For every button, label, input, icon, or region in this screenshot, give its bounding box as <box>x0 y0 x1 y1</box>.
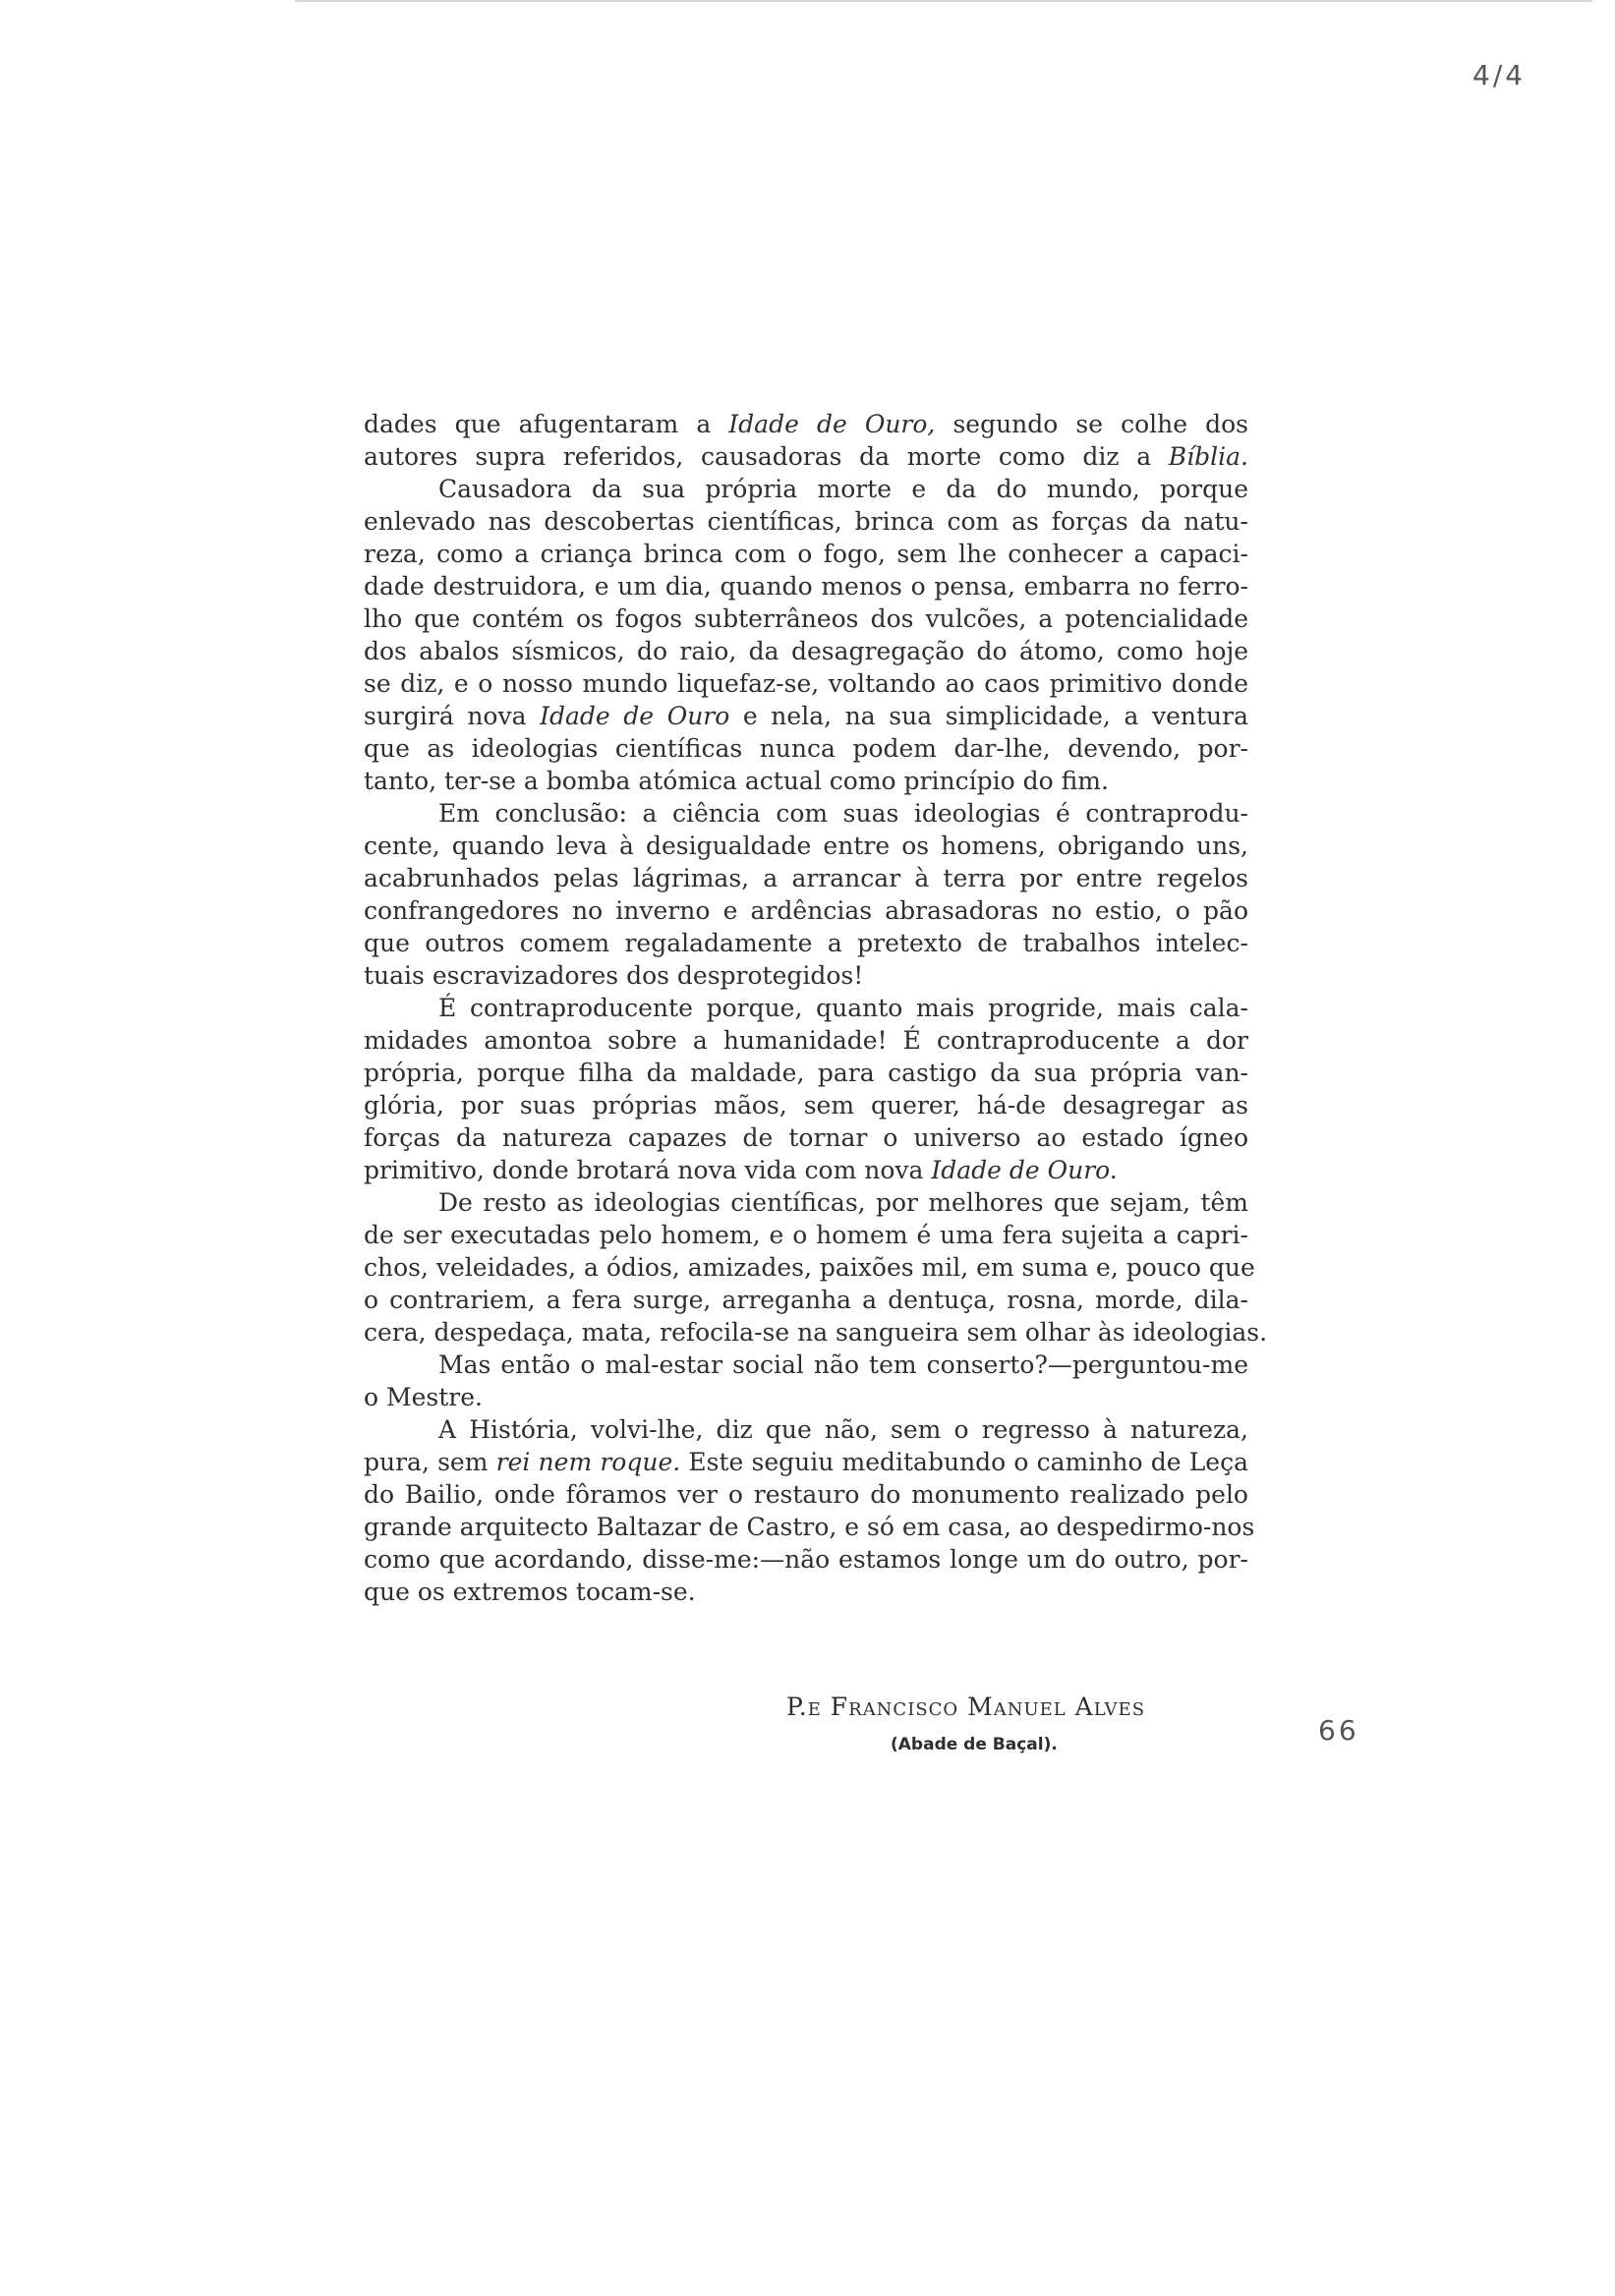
text-run: Este seguiu meditabundo o caminho de Leça <box>680 1448 1248 1476</box>
text-line <box>364 1154 1248 1186</box>
text-line: como que acordando, disse-me:—não estamos longe um do outro, por- <box>364 1545 1248 1574</box>
text-line: Em conclusão: a ciência com suas ideologias é contraprodu- <box>438 799 1248 828</box>
text-line: Mas então o mal-estar social não tem conserto?—perguntou-me <box>438 1350 1248 1379</box>
italic-title: Idade de Ouro. <box>931 1156 1118 1184</box>
text-line: É contraproducente porque, quanto mais progride, mais cala- <box>438 994 1248 1022</box>
text-run: pura, sem <box>364 1448 496 1476</box>
text-line: cente, quando leva à desigualdade entre os homens, obrigando uns, <box>364 832 1248 860</box>
text-run: e nela, na sua simplicidade, a ventura <box>729 702 1248 730</box>
italic-phrase: rei nem roque. <box>495 1448 681 1476</box>
text-line: que as ideologias científicas nunca podem dar-lhe, devendo, por- <box>364 734 1248 763</box>
author-signature <box>786 1693 1199 1754</box>
text-run: segundo se colhe dos <box>935 410 1248 438</box>
text-line: acabrunhados pelas lágrimas, a arrancar à terra por entre regelos <box>364 864 1248 892</box>
text-line: enlevado nas descobertas científicas, brinca com as forças da natu- <box>364 507 1248 536</box>
article-body <box>364 408 1268 1608</box>
text-line: lho que contém os fogos subterrâneos dos vulcões, a potencialidade <box>364 604 1248 633</box>
text-line: do Bailio, onde fôramos ver o restauro do monumento realizado pelo <box>364 1480 1248 1509</box>
top-edge-rule <box>295 0 1592 2</box>
text-line: forças da natureza capazes de tornar o universo ao estado ígneo <box>364 1123 1248 1152</box>
italic-title: Idade de Ouro <box>540 702 730 730</box>
italic-title: Idade de Ouro, <box>728 410 936 438</box>
text-run: surgirá nova <box>364 702 541 730</box>
text-line <box>364 700 1248 732</box>
text-line: grande arquitecto Baltazar de Castro, e só em casa, ao despedirmo-nos <box>364 1513 1255 1541</box>
text-line: chos, veleidades, a ódios, amizades, paixões mil, em suma e, pouco que <box>364 1253 1255 1282</box>
text-line: glória, por suas próprias mãos, sem querer, há-de desagregar as <box>364 1091 1248 1119</box>
text-line: confrangedores no inverno e ardências abrasadoras no estio, o pão <box>364 896 1248 925</box>
text-run: autores supra referidos, causadoras da morte como diz a <box>364 442 1169 471</box>
page-number: 66 <box>1318 1714 1359 1747</box>
text-line: cera, despedaça, mata, refocila-se na sangueira sem olhar às ideologias. <box>364 1318 1268 1347</box>
page-counter: 4/4 <box>1472 59 1527 91</box>
text-line <box>364 408 1248 440</box>
text-run: dades que afugentaram a <box>364 410 729 438</box>
text-line: A História, volvi-lhe, diz que não, sem o regresso à natureza, <box>438 1415 1248 1444</box>
author-title: (Abade de Baçal). <box>891 1735 1058 1754</box>
text-line <box>364 440 1248 473</box>
text-line: que outros comem regaladamente a pretexto de trabalhos intelec- <box>364 929 1248 957</box>
text-line: dos abalos sísmicos, do raio, da desagregação do átomo, como hoje <box>364 637 1248 665</box>
text-line: dade destruidora, e um dia, quando menos o pensa, embarra no ferro- <box>364 572 1248 601</box>
text-line: o Mestre. <box>364 1383 483 1411</box>
text-line: reza, como a criança brinca com o fogo, sem lhe conhecer a capaci- <box>364 540 1248 568</box>
text-line: De resto as ideologias científicas, por melhores que sejam, têm <box>438 1188 1248 1217</box>
author-name: P.e Francisco Manuel Alves <box>786 1693 1146 1721</box>
text-line: midades amontoa sobre a humanidade! É contraproducente a dor <box>364 1026 1248 1055</box>
text-line: tanto, ter-se a bomba atómica actual como princípio do fim. <box>364 767 1109 795</box>
italic-title: Bíblia. <box>1168 442 1248 471</box>
text-run: primitivo, donde brotará nova vida com nova <box>364 1156 932 1184</box>
text-line: que os extremos tocam-se. <box>364 1578 696 1606</box>
text-line <box>364 1446 1248 1478</box>
text-line: de ser executadas pelo homem, e o homem é uma fera sujeita a capri- <box>364 1221 1248 1249</box>
text-line: tuais escravizadores dos desprotegidos! <box>364 961 864 990</box>
text-line: o contrariem, a fera surge, arreganha a dentuça, rosna, morde, dila- <box>364 1286 1248 1314</box>
text-line: se diz, e o nosso mundo liquefaz-se, voltando ao caos primitivo donde <box>364 669 1248 698</box>
text-line: Causadora da sua própria morte e da do mundo, porque <box>438 475 1248 503</box>
text-line: própria, porque filha da maldade, para castigo da sua própria van- <box>364 1059 1248 1087</box>
